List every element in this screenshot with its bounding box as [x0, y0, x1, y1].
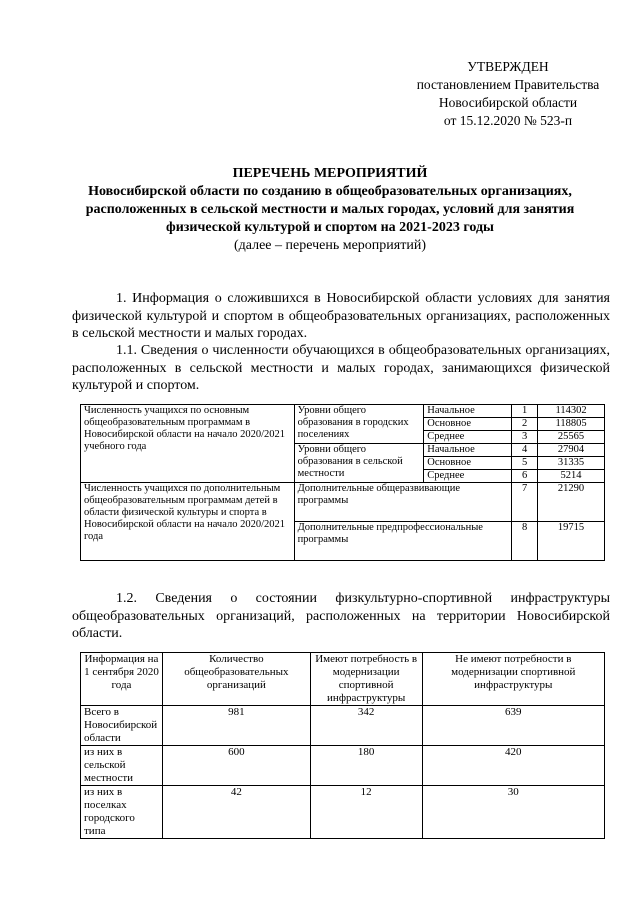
table-row — [81, 483, 605, 522]
table2-row-label: из них в сельской местности — [81, 746, 163, 786]
section-1-1-paragraph — [72, 342, 610, 395]
table2-cell: 12 — [310, 786, 422, 839]
document-title — [60, 165, 600, 255]
title-note: (далее – перечень мероприятий) — [233, 238, 426, 253]
section-1-1-text: 1.1. Сведения о численности обучающихся в общеобразовательных организациях, расположенных в сельской местности и малых городах, занимающихся физической культурой и спортом. — [72, 343, 610, 393]
table-row — [81, 706, 605, 746]
table-header-row — [81, 653, 605, 706]
table1-level: Основное — [424, 418, 512, 431]
table1-value: 25565 — [538, 431, 605, 444]
section-1-2-paragraph — [72, 590, 610, 643]
table2-header: Имеют потребность в модернизации спортивной инфраструктуры — [310, 653, 422, 706]
table1-group-urban: Уровни общего образования в городских поселениях — [294, 405, 424, 444]
table1-left-header-2: Численность учащихся по дополнительным общеобразовательным программам детей в области физической культуры и спорта в Новосибирской области на начало 2020/2021 года — [81, 483, 295, 561]
title-main: ПЕРЕЧЕНЬ МЕРОПРИЯТИЙ — [232, 166, 428, 181]
table1-level: Начальное — [424, 444, 512, 457]
table1-level: Основное — [424, 457, 512, 470]
table1-level: Среднее — [424, 431, 512, 444]
title-sub-2: расположенных в сельской местности и малых городах, условий для занятия — [85, 202, 575, 217]
table2-cell: 981 — [162, 706, 310, 746]
title-sub-1: Новосибирской области по созданию в общеобразовательных организациях, — [88, 184, 572, 199]
table2-header: Количество общеобразовательных организаций — [162, 653, 310, 706]
table2-cell: 42 — [162, 786, 310, 839]
table1-level: Начальное — [424, 405, 512, 418]
table2-cell: 639 — [422, 706, 604, 746]
table2-cell: 600 — [162, 746, 310, 786]
table-row — [81, 786, 605, 839]
table1-value: 5214 — [538, 470, 605, 483]
table1-num: 8 — [512, 522, 538, 561]
table1-num: 4 — [512, 444, 538, 457]
table2-cell: 342 — [310, 706, 422, 746]
table1-level: Среднее — [424, 470, 512, 483]
table1-group-rural: Уровни общего образования в сельской местности — [294, 444, 424, 483]
table2-header: Не имеют потребности в модернизации спортивной инфраструктуры — [422, 653, 604, 706]
table-row — [81, 746, 605, 786]
approval-stamp-block — [396, 58, 620, 130]
table1-extra-label: Дополнительные предпрофессиональные программы — [294, 522, 512, 561]
title-sub-3: физической культурой и спортом на 2021-2023 годы — [166, 220, 494, 235]
table1-value: 114302 — [538, 405, 605, 418]
table1-value: 118805 — [538, 418, 605, 431]
table2-cell: 30 — [422, 786, 604, 839]
approved-line-4: от 15.12.2020 № 523-п — [443, 113, 573, 128]
table-row — [81, 405, 605, 418]
table2-row-label: Всего в Новосибирской области — [81, 706, 163, 746]
table2-header: Информация на 1 сентября 2020 года — [81, 653, 163, 706]
table2-cell: 420 — [422, 746, 604, 786]
table1-num: 7 — [512, 483, 538, 522]
table2-row-label: из них в поселках городского типа — [81, 786, 163, 839]
approved-line-3: Новосибирской области — [438, 95, 578, 110]
section-1-paragraph — [72, 290, 610, 343]
table1-value: 31335 — [538, 457, 605, 470]
section-1-text: 1. Информация о сложившихся в Новосибирской области условиях для занятия физической культурой и спортом в общеобразовательных организациях, расположенных в сельской местности и малых городах. — [72, 291, 610, 341]
table1-extra-label: Дополнительные общеразвивающие программы — [294, 483, 512, 522]
students-count-table — [80, 404, 605, 561]
section-1-2-text: 1.2. Сведения о состоянии физкультурно-спортивной инфраструктуры общеобразовательных организаций, расположенных на территории Новосибирской области. — [72, 591, 610, 641]
table1-left-header-1: Численность учащихся по основным общеобразовательным программам в Новосибирской области на начало 2020/2021 учебного года — [81, 405, 295, 483]
table1-value: 21290 — [538, 483, 605, 522]
table2-cell: 180 — [310, 746, 422, 786]
table1-value: 27904 — [538, 444, 605, 457]
table1-num: 5 — [512, 457, 538, 470]
infrastructure-table — [80, 652, 605, 839]
table1-num: 2 — [512, 418, 538, 431]
approved-line-1: УТВЕРЖДЕН — [467, 59, 549, 74]
approved-line-2: постановлением Правительства — [416, 77, 600, 92]
table1-num: 3 — [512, 431, 538, 444]
table1-value: 19715 — [538, 522, 605, 561]
table1-num: 6 — [512, 470, 538, 483]
table1-num: 1 — [512, 405, 538, 418]
